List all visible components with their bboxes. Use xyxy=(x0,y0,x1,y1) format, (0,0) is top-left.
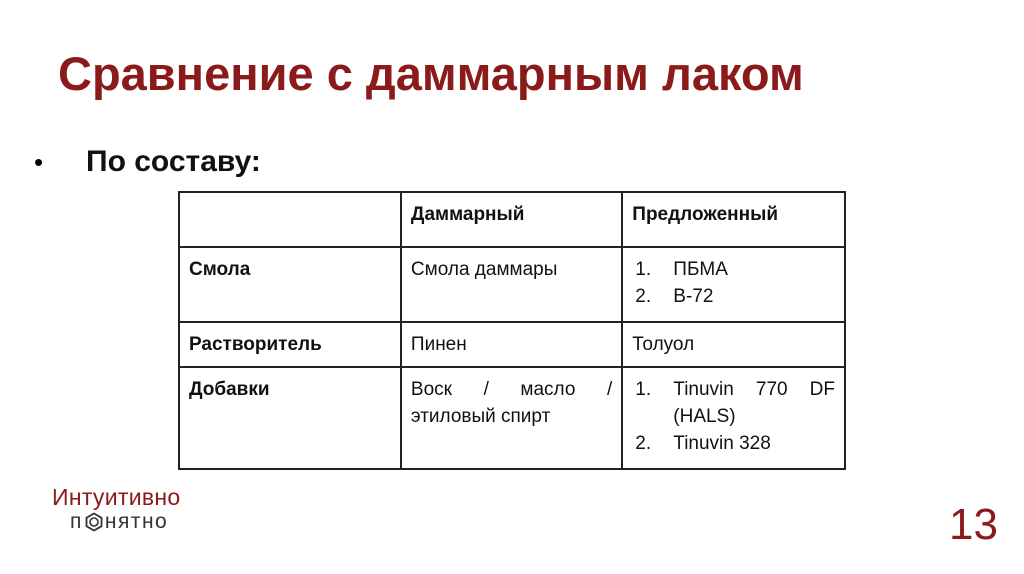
cell-dammar-solvent: Пинен xyxy=(401,322,622,367)
cell-proposed-resin xyxy=(622,247,845,322)
justified-line xyxy=(411,376,612,403)
word: Tinuvin xyxy=(673,379,734,400)
text-line: (HALS) xyxy=(673,406,736,427)
brand-line2 xyxy=(52,510,180,534)
word: Воск xyxy=(410,379,452,400)
hexagon-ring-icon xyxy=(84,512,104,532)
proposed-additives-list xyxy=(632,376,835,457)
list-text xyxy=(673,376,835,430)
table-row xyxy=(179,247,845,322)
word: / xyxy=(607,379,613,400)
word: / xyxy=(483,379,489,400)
word: DF xyxy=(809,379,835,400)
list-item xyxy=(632,430,835,457)
cell-dammar-additives xyxy=(401,367,622,469)
comparison-table xyxy=(178,191,846,470)
list-text: В-72 xyxy=(673,286,714,307)
list-item xyxy=(632,256,835,283)
row-label-solvent: Растворитель xyxy=(179,322,401,367)
cell-proposed-solvent: Толуол xyxy=(622,322,845,367)
header-cell-proposed: Предложенный xyxy=(622,192,845,247)
list-text: ПБМА xyxy=(673,259,728,280)
list-item xyxy=(632,283,835,310)
word: масло xyxy=(520,379,576,400)
bullet-dot-icon: • xyxy=(34,147,44,177)
row-label-resin: Смола xyxy=(179,247,401,322)
bullet-text: По составу: xyxy=(86,145,261,178)
cell-proposed-additives xyxy=(622,367,845,469)
page-number: 13 xyxy=(949,500,998,549)
row-label-additives: Добавки xyxy=(179,367,401,469)
proposed-resin-list xyxy=(632,256,835,310)
list-number: 1. xyxy=(635,259,652,280)
brand-suffix: нятно xyxy=(104,510,169,533)
list-item xyxy=(632,376,835,430)
list-number: 2. xyxy=(635,286,652,307)
justified-line xyxy=(673,376,835,403)
word: 770 xyxy=(755,379,788,400)
slide-title: Сравнение с даммарным лаком xyxy=(58,47,804,100)
brand-prefix: п xyxy=(70,510,83,533)
header-cell-empty xyxy=(179,192,401,247)
text-line: этиловый спирт xyxy=(410,406,551,427)
table-row xyxy=(179,322,845,367)
header-cell-dammar: Даммарный xyxy=(401,192,622,247)
brand-line1: Интуитивно xyxy=(52,484,181,510)
brand-logo xyxy=(52,484,180,534)
bullet-item xyxy=(34,142,261,182)
table-row xyxy=(179,367,845,469)
list-number: 2. xyxy=(635,433,652,454)
cell-dammar-resin: Смола даммары xyxy=(401,247,622,322)
list-text: Tinuvin 328 xyxy=(673,433,771,454)
list-number: 1. xyxy=(635,379,652,400)
table-header-row xyxy=(179,192,845,247)
